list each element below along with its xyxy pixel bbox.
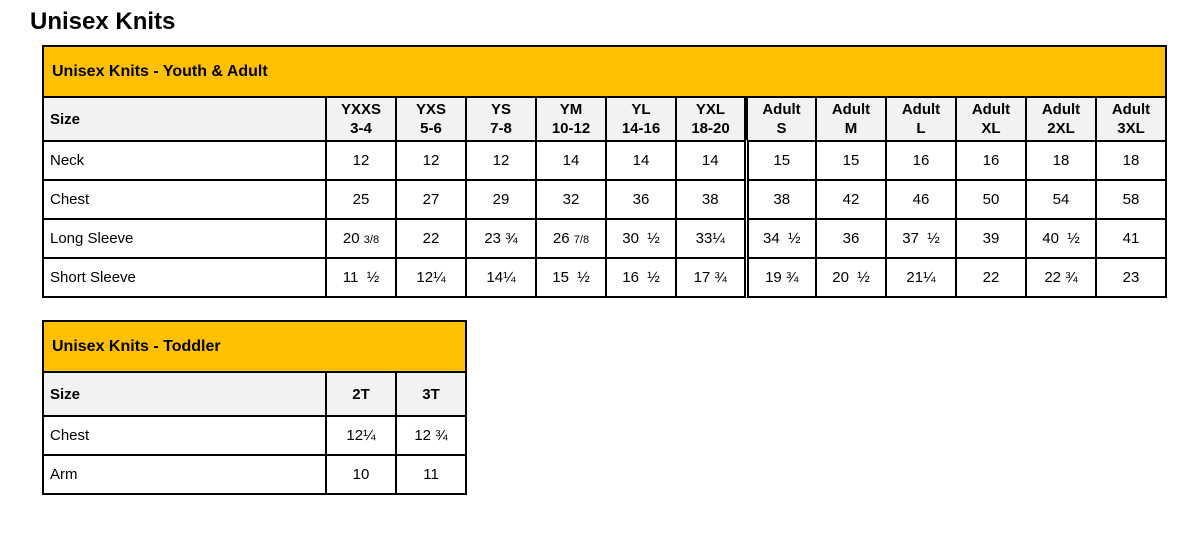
table-cell: 16 (956, 141, 1026, 180)
table-cell: 23 (1096, 258, 1166, 297)
table-cell: 11 ½ (326, 258, 396, 297)
small-fraction: 7/8 (573, 234, 590, 246)
column-header: Adult L (886, 97, 956, 141)
column-header: YL 14-16 (606, 97, 676, 141)
column-header: Adult S (746, 97, 816, 141)
table-cell: 12¼ (396, 258, 466, 297)
table-cell: 14 (536, 141, 606, 180)
table-cell: 17 ¾ (676, 258, 746, 297)
table-cell: 11 (396, 455, 466, 494)
table-cell: 36 (606, 180, 676, 219)
table-cell: 37 ½ (886, 219, 956, 258)
column-header: YXXS 3-4 (326, 97, 396, 141)
table-cell: 15 (816, 141, 886, 180)
table-banner-row (43, 321, 466, 372)
table-cell: 18 (1096, 141, 1166, 180)
row-label: Chest (43, 416, 326, 455)
table-cell: 16 (886, 141, 956, 180)
column-header: Adult XL (956, 97, 1026, 141)
column-header: 3T (396, 372, 466, 416)
small-fraction: 3/8 (363, 234, 380, 246)
table-cell: 12 ¾ (396, 416, 466, 455)
table-cell: 23 ¾ (466, 219, 536, 258)
table-cell: 14¼ (466, 258, 536, 297)
table-banner-row (43, 46, 1166, 97)
table-cell: 21¼ (886, 258, 956, 297)
table-cell: 15 ½ (536, 258, 606, 297)
table-cell: 29 (466, 180, 536, 219)
row-label: Long Sleeve (43, 219, 326, 258)
table-cell: 12¼ (326, 416, 396, 455)
table-cell: 38 (746, 180, 816, 219)
column-header: Adult 3XL (1096, 97, 1166, 141)
table-row (43, 141, 1166, 180)
table-cell: 54 (1026, 180, 1096, 219)
column-header: YXL 18-20 (676, 97, 746, 141)
column-header: YS 7-8 (466, 97, 536, 141)
table-cell: 20 3/8 (326, 219, 396, 258)
table-cell: 10 (326, 455, 396, 494)
table-cell: 32 (536, 180, 606, 219)
row-label: Arm (43, 455, 326, 494)
size-column-header: Size (43, 372, 326, 416)
table-cell: 27 (396, 180, 466, 219)
column-header: YXS 5-6 (396, 97, 466, 141)
table-cell: 40 ½ (1026, 219, 1096, 258)
table-banner-title: Unisex Knits - Toddler (43, 321, 466, 372)
table-cell: 58 (1096, 180, 1166, 219)
table-banner-title: Unisex Knits - Youth & Adult (43, 46, 1166, 97)
row-label: Short Sleeve (43, 258, 326, 297)
column-header: 2T (326, 372, 396, 416)
table-row (43, 219, 1166, 258)
table-cell: 26 7/8 (536, 219, 606, 258)
page-title: Unisex Knits (30, 8, 176, 35)
youth-adult-size-table (42, 45, 1167, 298)
table-cell: 30 ½ (606, 219, 676, 258)
table-cell: 14 (676, 141, 746, 180)
column-header: Adult 2XL (1026, 97, 1096, 141)
table-cell: 12 (326, 141, 396, 180)
table-cell: 22 ¾ (1026, 258, 1096, 297)
table-cell: 33¼ (676, 219, 746, 258)
table-row (43, 180, 1166, 219)
table-cell: 12 (466, 141, 536, 180)
table-header-row (43, 97, 1166, 141)
table-header-row (43, 372, 466, 416)
row-label: Neck (43, 141, 326, 180)
table-cell: 42 (816, 180, 886, 219)
table-cell: 46 (886, 180, 956, 219)
table-cell: 38 (676, 180, 746, 219)
table-cell: 16 ½ (606, 258, 676, 297)
table-cell: 20 ½ (816, 258, 886, 297)
table-cell: 36 (816, 219, 886, 258)
table-cell: 15 (746, 141, 816, 180)
table-row (43, 416, 466, 455)
table-row (43, 258, 1166, 297)
table-cell: 25 (326, 180, 396, 219)
table-cell: 41 (1096, 219, 1166, 258)
row-label: Chest (43, 180, 326, 219)
column-header: Adult M (816, 97, 886, 141)
table-cell: 39 (956, 219, 1026, 258)
table-row (43, 455, 466, 494)
toddler-size-table (42, 320, 467, 495)
column-header: YM 10-12 (536, 97, 606, 141)
table-cell: 22 (396, 219, 466, 258)
table-cell: 18 (1026, 141, 1096, 180)
table-cell: 22 (956, 258, 1026, 297)
table-cell: 12 (396, 141, 466, 180)
table-cell: 34 ½ (746, 219, 816, 258)
table-cell: 14 (606, 141, 676, 180)
table-cell: 50 (956, 180, 1026, 219)
size-column-header: Size (43, 97, 326, 141)
table-cell: 19 ¾ (746, 258, 816, 297)
